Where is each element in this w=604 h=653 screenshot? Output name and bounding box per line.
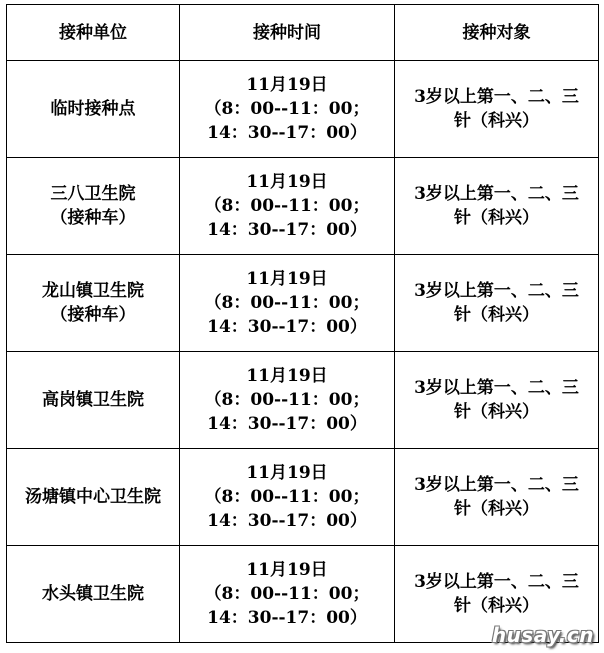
time-date: 11月19日 [246, 75, 328, 95]
vaccination-schedule-table [6, 4, 599, 643]
time-afternoon: 14：30--17：00） [207, 608, 367, 628]
target-line-1: 3岁以上第一、二、三 [414, 475, 579, 495]
unit-name: 三八卫生院 [50, 184, 136, 204]
time-morning: （8：00--11：00； [204, 196, 370, 216]
cell-unit [7, 546, 180, 643]
cell-time [180, 546, 395, 643]
table-row [7, 61, 599, 158]
header-target: 接种对象 [395, 5, 599, 61]
cell-unit [7, 255, 180, 352]
cell-target [395, 61, 599, 158]
target-line-1: 3岁以上第一、二、三 [414, 572, 579, 592]
cell-time [180, 449, 395, 546]
cell-time [180, 352, 395, 449]
target-line-1: 3岁以上第一、二、三 [414, 281, 579, 301]
header-time: 接种时间 [180, 5, 395, 61]
cell-time [180, 61, 395, 158]
unit-name: 龙山镇卫生院 [42, 281, 144, 301]
time-date: 11月19日 [246, 172, 328, 192]
table-row [7, 158, 599, 255]
time-morning: （8：00--11：00； [204, 99, 370, 119]
cell-time [180, 255, 395, 352]
target-line-2: 针（科兴） [454, 111, 539, 131]
time-afternoon: 14：30--17：00） [207, 414, 367, 434]
cell-target [395, 352, 599, 449]
cell-target [395, 158, 599, 255]
time-afternoon: 14：30--17：00） [207, 511, 367, 531]
time-afternoon: 14：30--17：00） [207, 317, 367, 337]
cell-unit [7, 352, 180, 449]
cell-time [180, 158, 395, 255]
time-date: 11月19日 [246, 269, 328, 289]
time-morning: （8：00--11：00； [204, 390, 370, 410]
cell-target [395, 449, 599, 546]
header-unit: 接种单位 [7, 5, 180, 61]
target-line-2: 针（科兴） [454, 305, 539, 325]
cell-unit [7, 449, 180, 546]
target-line-2: 针（科兴） [454, 208, 539, 228]
table-row [7, 449, 599, 546]
cell-unit [7, 61, 180, 158]
target-line-2: 针（科兴） [454, 596, 539, 616]
unit-name: 汤塘镇中心卫生院 [25, 487, 161, 507]
time-afternoon: 14：30--17：00） [207, 220, 367, 240]
time-date: 11月19日 [246, 560, 328, 580]
unit-note: （接种车） [50, 208, 136, 228]
time-date: 11月19日 [246, 463, 328, 483]
time-morning: （8：00--11：00； [204, 584, 370, 604]
unit-note: （接种车） [50, 305, 136, 325]
time-afternoon: 14：30--17：00） [207, 123, 367, 143]
time-date: 11月19日 [246, 366, 328, 386]
target-line-1: 3岁以上第一、二、三 [414, 378, 579, 398]
target-line-1: 3岁以上第一、二、三 [414, 87, 579, 107]
cell-target [395, 255, 599, 352]
table-header-row [7, 5, 599, 61]
target-line-2: 针（科兴） [454, 402, 539, 422]
unit-name: 高岗镇卫生院 [42, 390, 144, 410]
target-line-2: 针（科兴） [454, 499, 539, 519]
unit-name: 临时接种点 [50, 99, 136, 119]
target-line-1: 3岁以上第一、二、三 [414, 184, 579, 204]
table-row [7, 255, 599, 352]
time-morning: （8：00--11：00； [204, 293, 370, 313]
table-row [7, 352, 599, 449]
cell-unit [7, 158, 180, 255]
unit-name: 水头镇卫生院 [42, 584, 144, 604]
time-morning: （8：00--11：00； [204, 487, 370, 507]
watermark: husay.cn [491, 623, 594, 647]
